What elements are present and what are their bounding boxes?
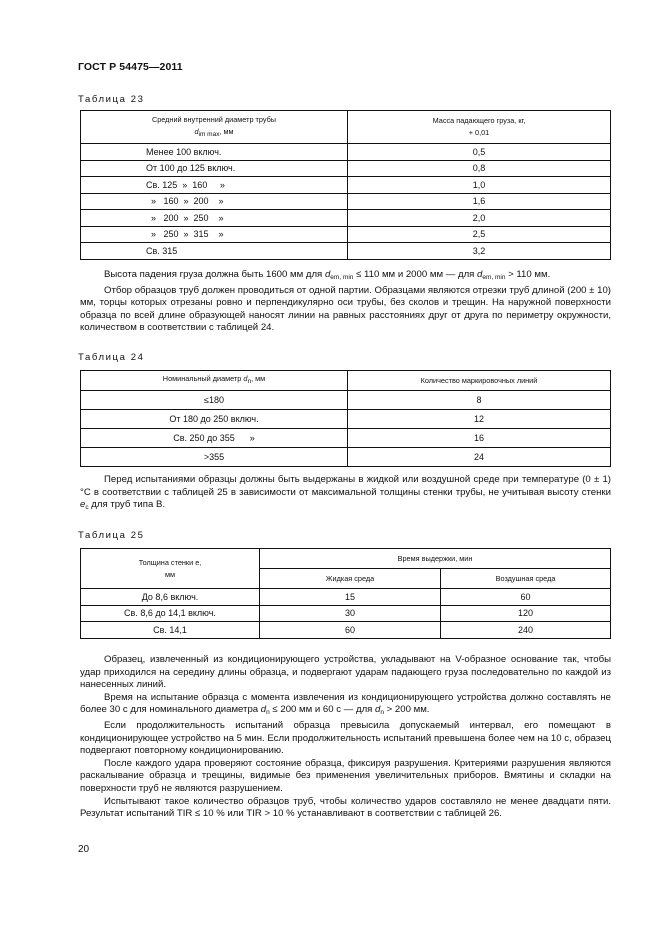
table-23-col1-header: Средний внутренний диаметр трубы $d_{im max}$, мм xyxy=(81,111,348,144)
table-row: До 8,6 включ. 15 60 xyxy=(81,589,611,606)
paragraph-block-1 xyxy=(80,269,611,335)
page-number: 20 xyxy=(78,844,90,855)
table-row: От 100 до 125 включ. 0,8 xyxy=(81,160,611,177)
table-row: Св. 315 3,2 xyxy=(81,243,611,260)
placement-paragraph: Образец, извлеченный из кондиционирующего устройства, укладывают на V-образное основание так, чтобы удар приходился на середину длины образца, и подвергают ударам падающего груза последовательно по каждой из нанесенных линий. xyxy=(80,654,611,691)
time-limit-paragraph: Время на испытание образца с момента извлечения из кондиционирующего устройства должно составлять не более 30 с для номинального диаметра $d_n \le 200$ мм и 60 с — для $d_n > 200$ мм. xyxy=(80,691,611,717)
table-row: » 200 » 250 » 2,0 xyxy=(81,210,611,227)
table-row: » 250 » 315 » 2,5 xyxy=(81,226,611,243)
table-row: Св. 14,1 60 240 xyxy=(81,622,611,639)
table-row: Св. 8,6 до 14,1 включ. 30 120 xyxy=(81,605,611,622)
table-row: От 180 до 250 включ. 12 xyxy=(81,410,611,429)
table-25-air-header: Воздушная среда xyxy=(441,569,611,589)
table-24 xyxy=(80,370,611,467)
document-header: ГОСТ Р 54475—2011 xyxy=(78,61,183,73)
drop-height-paragraph: Высота падения груза должна быть 1600 мм для $d_{em, min} \le 110$ мм и 2000 мм — для $d_{em, min} > 110$ мм. xyxy=(104,269,551,281)
table-row: Св. 125 » 160 » 1,0 xyxy=(81,177,611,194)
reconditioning-paragraph: Если продолжительность испытаний образца превысила допускаемый интервал, его помещают в кондиционирующее устройство на 5 мин. Если продолжительность испытаний превышена более чем на 10 с, образец подвергают повторному кондиционированию. xyxy=(80,719,611,757)
table-25-col1-header: Толщина стенки e, мм xyxy=(81,549,260,589)
table-row: Менее 100 включ. 0,5 xyxy=(81,144,611,161)
table-23-caption: Таблица 23 xyxy=(78,94,145,105)
table-25-group-header: Время выдержки, мин xyxy=(260,549,611,569)
table-24-col1-header: Номинальный диаметр $d_n$, мм xyxy=(81,371,348,391)
table-23-col2-header: Масса падающего груза, кг, + 0,01 xyxy=(348,111,611,144)
conditioning-paragraph: Перед испытаниями образцы должны быть выдержаны в жидкой или воздушной среде при температуре (0 ± 1) °С в соответствии с таблицей 25 в зависимости от максимальной толщины стенки трубы, не учитывая высоту стенки $e_c$ для труб типа В. xyxy=(80,474,611,512)
table-25 xyxy=(80,548,611,639)
results-paragraph: Испытывают такое количество образцов труб, чтобы количество ударов составляло не менее двадцати пяти. Результат испытаний TIR ≤ 10 % или TIR > 10 % устанавливают в соответствии с таблицей 26. xyxy=(80,795,611,820)
table-row: ≤180 8 xyxy=(81,391,611,410)
sampling-paragraph: Отбор образцов труб должен проводиться от одной партии. Образцами являются отрезки труб длиной (200 ± 10) мм, торцы которых отрезаны ровно и перпендикулярно оси трубы, без сколов и трещин. На наружной поверхности образца по всей длине образующей наносят линии на равных расстояниях друг от друга по периметру окружности, количеством в соответствии с таблицей 24. xyxy=(80,284,611,334)
table-row: >355 24 xyxy=(81,448,611,467)
paragraph-block-2 xyxy=(80,474,611,515)
table-23 xyxy=(80,110,611,260)
table-row: Св. 250 до 355 » 16 xyxy=(81,429,611,448)
failure-criteria-paragraph: После каждого удара проверяют состояние образца, фиксируя разрушения. Критериями разрушения являются раскалывание образца и трещины, видимые без применения увеличительных приборов. Вмятины и складки на поверхности труб не являются разрушением. xyxy=(80,757,611,794)
paragraph-block-3 xyxy=(80,654,611,821)
table-24-col2-header: Количество маркировочных линий xyxy=(348,371,611,391)
table-row: » 160 » 200 » 1,6 xyxy=(81,193,611,210)
table-25-liquid-header: Жидкая среда xyxy=(260,569,441,589)
table-25-caption: Таблица 25 xyxy=(78,530,145,541)
table-24-caption: Таблица 24 xyxy=(78,352,145,363)
